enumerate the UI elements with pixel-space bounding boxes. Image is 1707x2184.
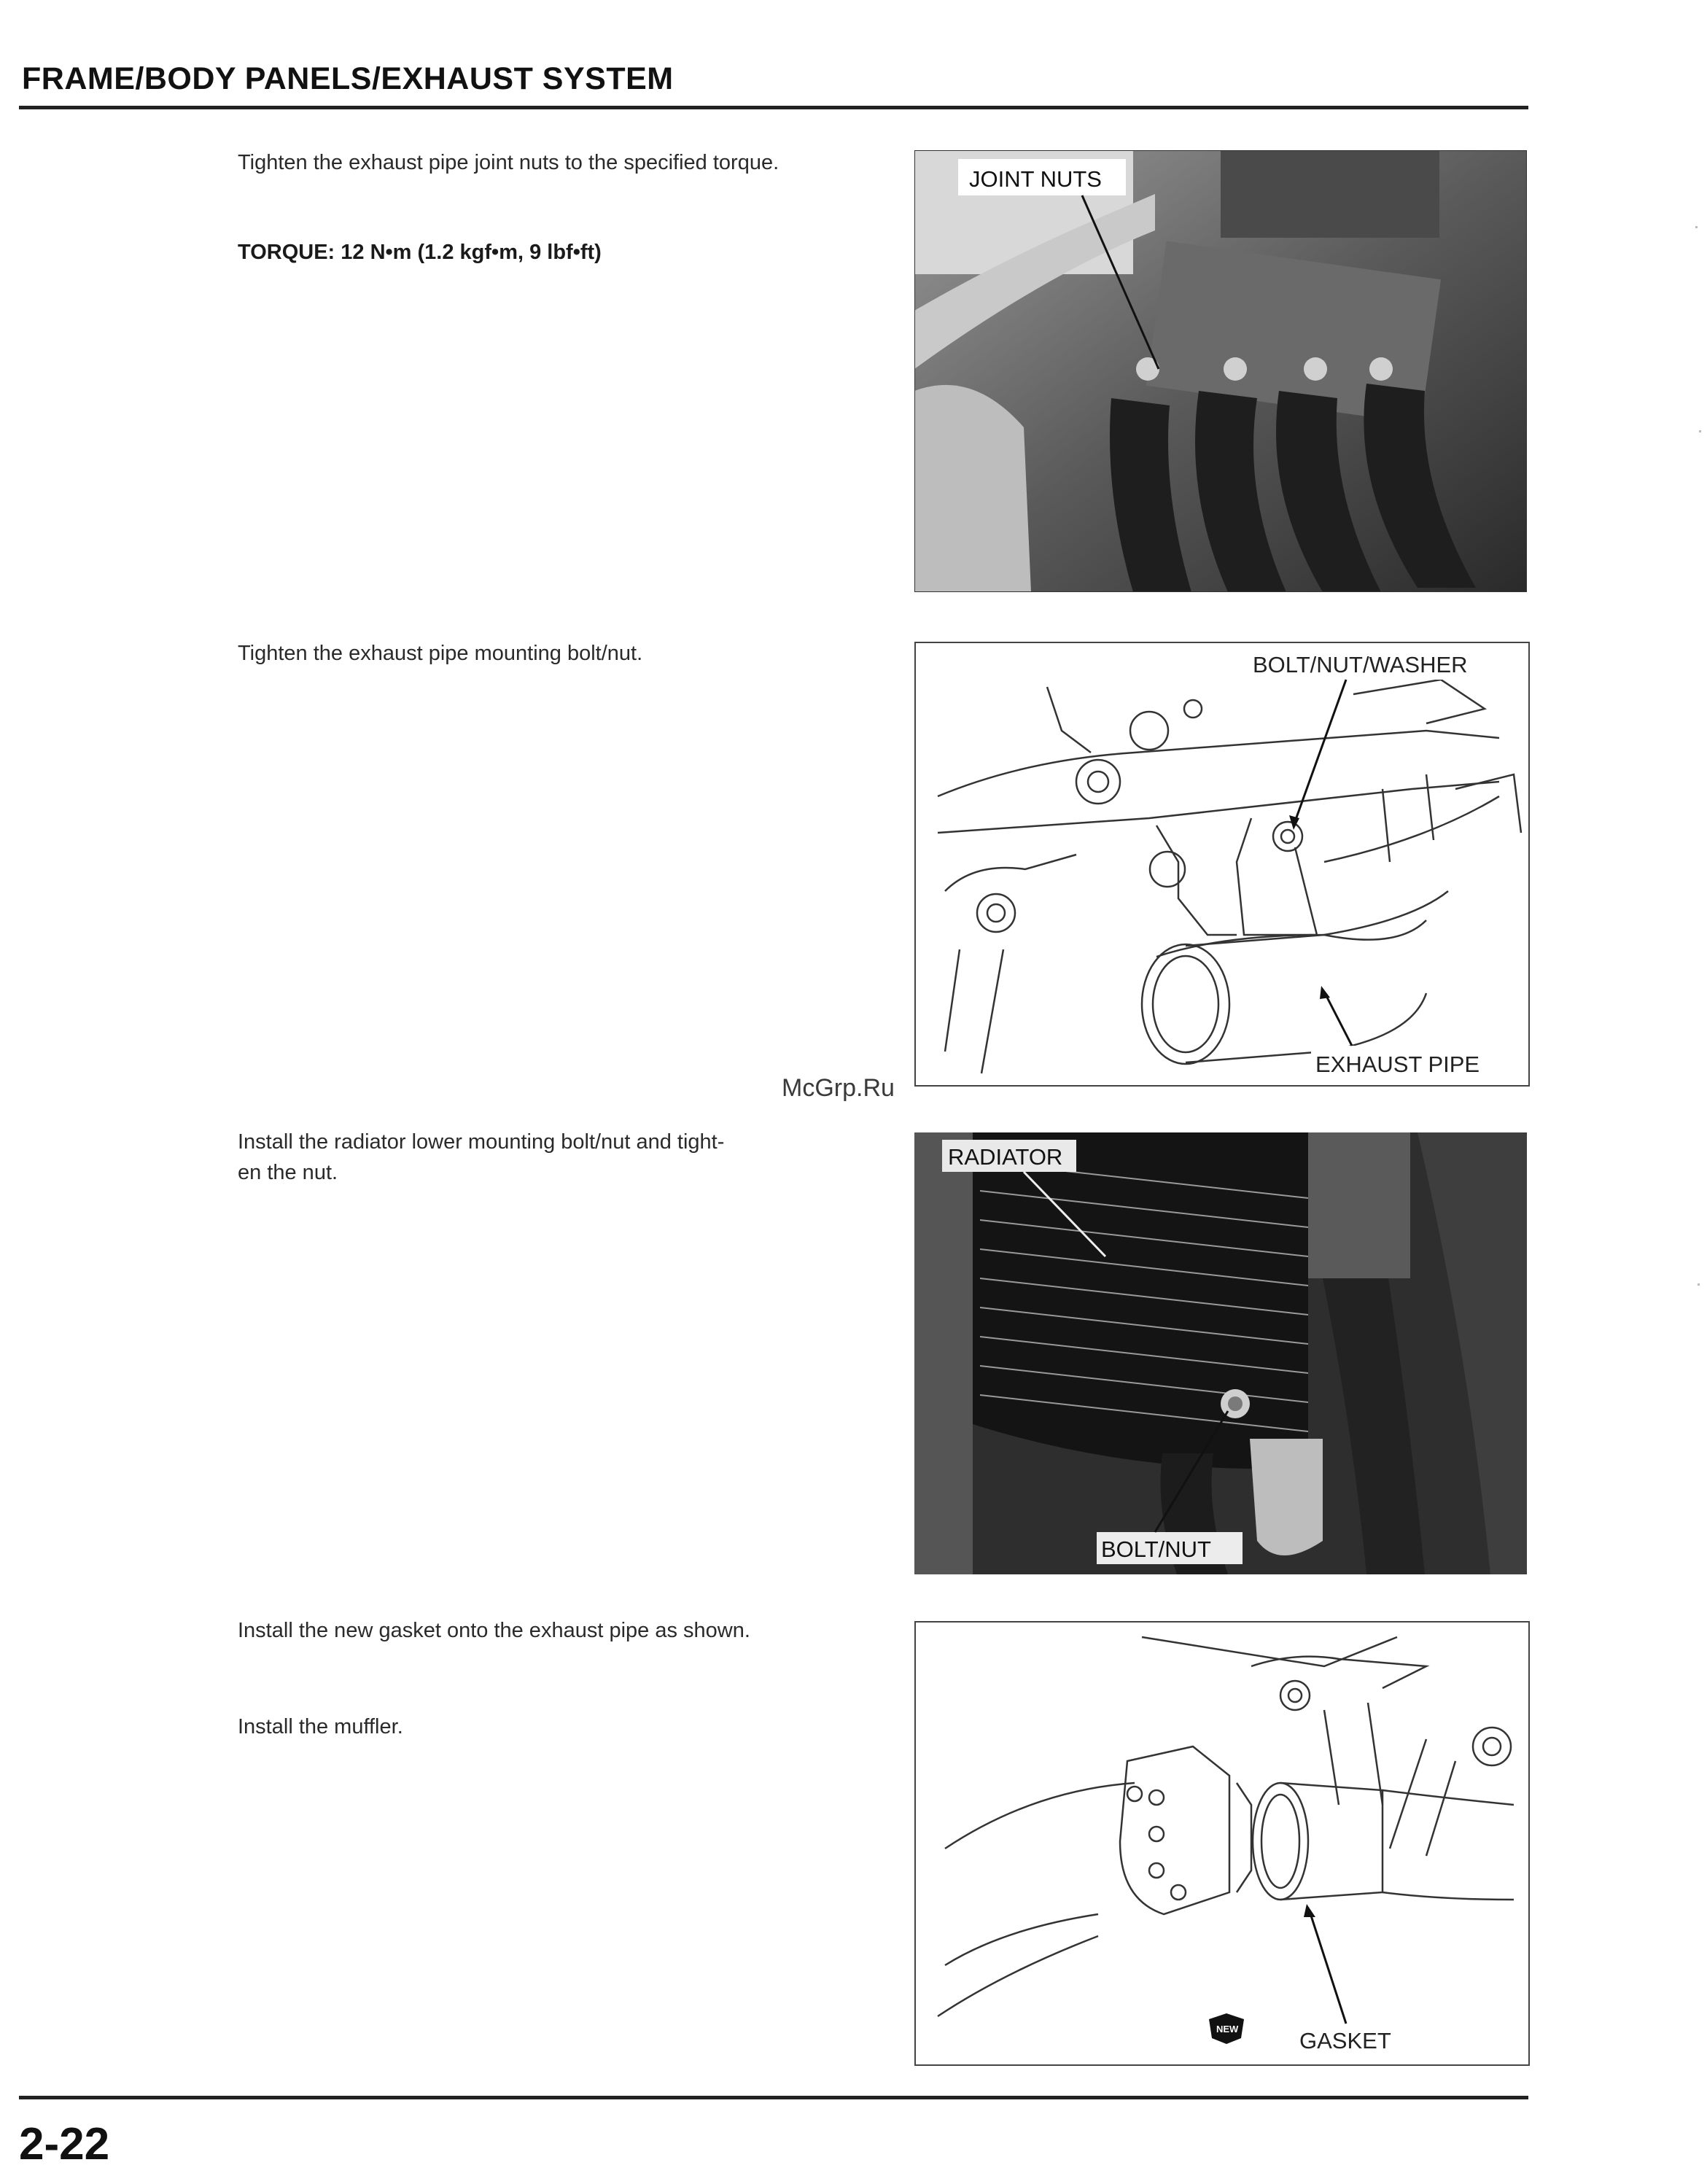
joint-nuts-photo bbox=[914, 150, 1527, 592]
header-divider bbox=[19, 106, 1528, 109]
torque-spec bbox=[238, 241, 602, 265]
instruction-gasket: Install the new gasket onto the exhaust pipe as shown. bbox=[238, 1619, 750, 1642]
instruction-radiator-line-2: en the nut. bbox=[238, 1161, 338, 1184]
mounting-bolt-diagram bbox=[914, 642, 1530, 1087]
label-joint-nuts: JOINT NUTS bbox=[969, 166, 1102, 192]
page-title: FRAME/BODY PANELS/EXHAUST SYSTEM bbox=[22, 61, 674, 96]
watermark-text: McGrp.Ru bbox=[782, 1074, 895, 1102]
instruction-muffler: Install the muffler. bbox=[238, 1715, 403, 1738]
scan-speck bbox=[1698, 1283, 1700, 1286]
instruction-radiator-line-1: Install the radiator lower mounting bolt/nut and tight- bbox=[238, 1130, 725, 1154]
scan-speck bbox=[1699, 430, 1701, 432]
torque-value: : 12 N•m (1.2 kgf•m, 9 lbf•ft) bbox=[327, 241, 602, 264]
label-exhaust-pipe: EXHAUST PIPE bbox=[1315, 1052, 1480, 1077]
radiator-photo bbox=[914, 1132, 1527, 1574]
label-bolt-nut: BOLT/NUT bbox=[1101, 1536, 1211, 1562]
instruction-mounting-bolt: Tighten the exhaust pipe mounting bolt/nut. bbox=[238, 642, 643, 665]
new-parts-icon: NEW bbox=[1216, 2024, 1239, 2035]
instruction-radiator bbox=[238, 1127, 879, 1188]
footer-divider bbox=[19, 2096, 1528, 2099]
label-radiator: RADIATOR bbox=[948, 1144, 1063, 1170]
gasket-diagram bbox=[914, 1621, 1530, 2066]
label-gasket: GASKET bbox=[1299, 2028, 1391, 2053]
scan-speck bbox=[1695, 226, 1698, 228]
label-bolt-nut-washer: BOLT/NUT/WASHER bbox=[1253, 652, 1468, 677]
instruction-joint-nuts: Tighten the exhaust pipe joint nuts to the specified torque. bbox=[238, 151, 779, 174]
torque-label: TORQUE bbox=[238, 241, 328, 264]
page-number: 2-22 bbox=[19, 2119, 110, 2169]
